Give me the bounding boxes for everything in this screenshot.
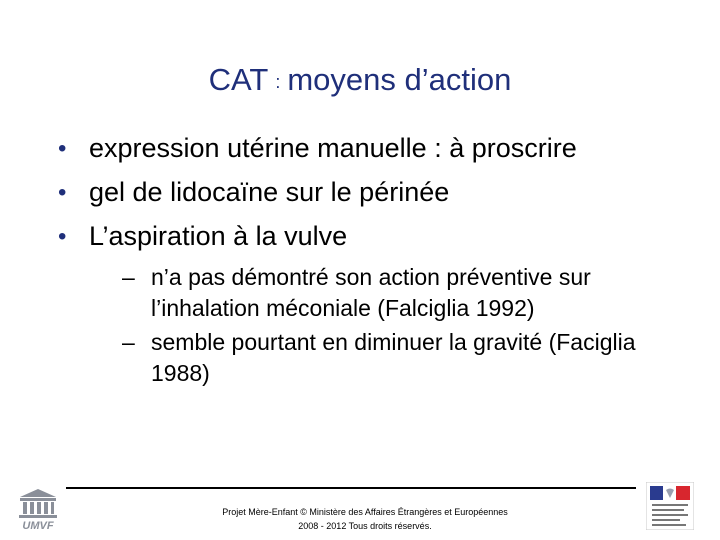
footer-line-1: Projet Mère-Enfant © Ministère des Affaires Étrangères et Européennes: [222, 507, 508, 517]
bullet-list: [56, 131, 676, 398]
sub-bullet-item: [89, 262, 676, 324]
bullet-text: expression utérine manuelle : à proscrire: [89, 133, 577, 163]
sub-bullet-item: [89, 327, 676, 389]
umvf-building-icon: [14, 483, 62, 531]
bullet-text: L’aspiration à la vulve: [89, 221, 348, 251]
bullet-item: [56, 131, 676, 166]
umvf-logo: [14, 483, 62, 531]
footer-line-2: 2008 - 2012 Tous droits réservés.: [298, 521, 432, 531]
bullet-item: [56, 219, 676, 389]
bullet-item: [56, 175, 676, 210]
title-separator: :: [275, 72, 281, 92]
bullet-text: gel de lidocaïne sur le périnée: [89, 177, 450, 207]
french-flag-icon: [646, 482, 694, 530]
sub-bullet-list: [89, 262, 676, 389]
marianne-flag-logo: [646, 482, 694, 530]
title-part-2: moyens d’action: [287, 62, 512, 97]
footer-divider: [66, 487, 636, 489]
slide-title: [0, 62, 720, 98]
footer-copyright: [180, 505, 550, 533]
umvf-logo-text: UMVF: [22, 520, 54, 531]
sub-bullet-text: semble pourtant en diminuer la gravité (Faciglia 1988): [151, 329, 636, 386]
title-part-1: CAT: [208, 62, 269, 97]
sub-bullet-text: n’a pas démontré son action préventive sur l’inhalation méconiale (Falciglia 1992): [151, 264, 591, 321]
